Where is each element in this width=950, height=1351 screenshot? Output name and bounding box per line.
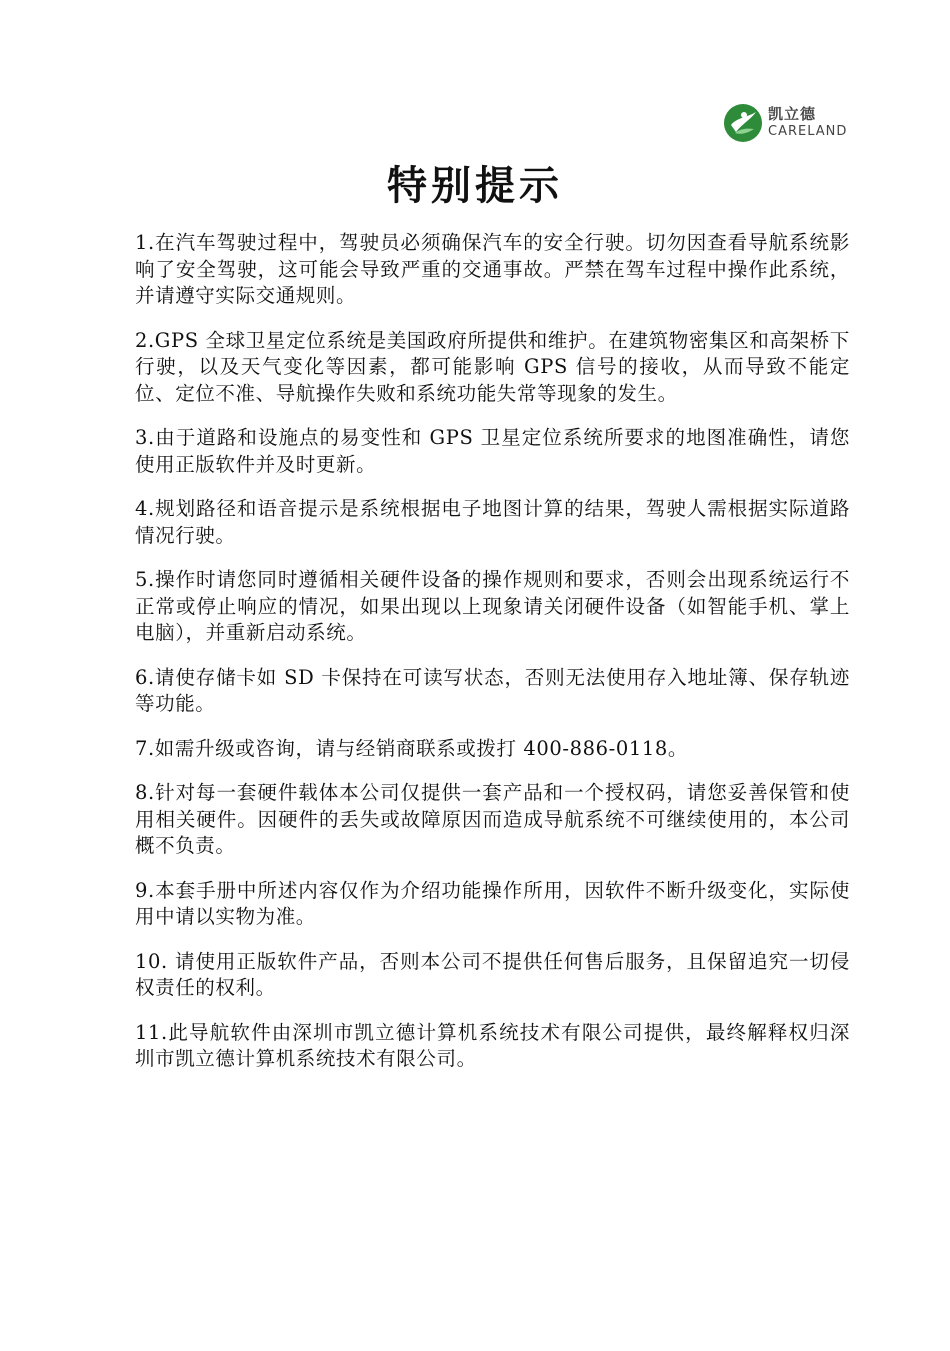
logo-chinese-name: 凯立德	[768, 105, 817, 123]
notice-item-3: 3.由于道路和设施点的易变性和 GPS 卫星定位系统所要求的地图准确性，请您使用正版软件并及时更新。	[135, 426, 850, 476]
notice-item-11: 11.此导航软件由深圳市凯立德计算机系统技术有限公司提供，最终解释权归深圳市凯立德计算机系统技术有限公司。	[135, 1020, 850, 1070]
notice-item-8: 8.针对每一套硬件载体本公司仅提供一套产品和一个授权码，请您妥善保管和使用相关硬件。因硬件的丢失或故障原因而造成导航系统不可继续使用的，本公司概不负责。	[135, 781, 850, 857]
logo-english-name: CARELAND	[768, 124, 848, 139]
notice-item-1: 1.在汽车驾驶过程中，驾驶员必须确保汽车的安全行驶。切勿因查看导航系统影响了安全驾驶，这可能会导致严重的交通事故。严禁在驾车过程中操作此系统，并请遵守实际交通规则。	[135, 231, 850, 307]
notice-list	[135, 230, 850, 1091]
page-title: 特别提示	[387, 162, 563, 209]
notice-item-5: 5.操作时请您同时遵循相关硬件设备的操作规则和要求，否则会出现系统运行不正常或停止响应的情况，如果出现以上现象请关闭硬件设备（如智能手机、掌上电脑），并重新启动系统。	[135, 568, 850, 644]
notice-item-4: 4.规划路径和语音提示是系统根据电子地图计算的结果，驾驶人需根据实际道路情况行驶。	[135, 497, 850, 547]
careland-logo	[722, 100, 862, 146]
notice-item-10: 10. 请使用正版软件产品，否则本公司不提供任何售后服务，且保留追究一切侵权责任的权利。	[135, 949, 850, 999]
notice-item-7: 7.如需升级或咨询，请与经销商联系或拨打 400-886-0118。	[135, 736, 688, 760]
notice-item-6: 6.请使存储卡如 SD 卡保持在可读写状态，否则无法使用存入地址簿、保存轨迹等功能。	[135, 665, 850, 715]
notice-item-9: 9.本套手册中所述内容仅作为介绍功能操作所用，因软件不断升级变化，实际使用中请以实物为准。	[135, 878, 850, 928]
notice-item-2: 2.GPS 全球卫星定位系统是美国政府所提供和维护。在建筑物密集区和高架桥下行驶，以及天气变化等因素，都可能影响 GPS 信号的接收，从而导致不能定位、定位不准、导航操作失败和系统功能失常等现象的发生。	[135, 328, 850, 405]
careland-logo-icon	[722, 102, 764, 144]
